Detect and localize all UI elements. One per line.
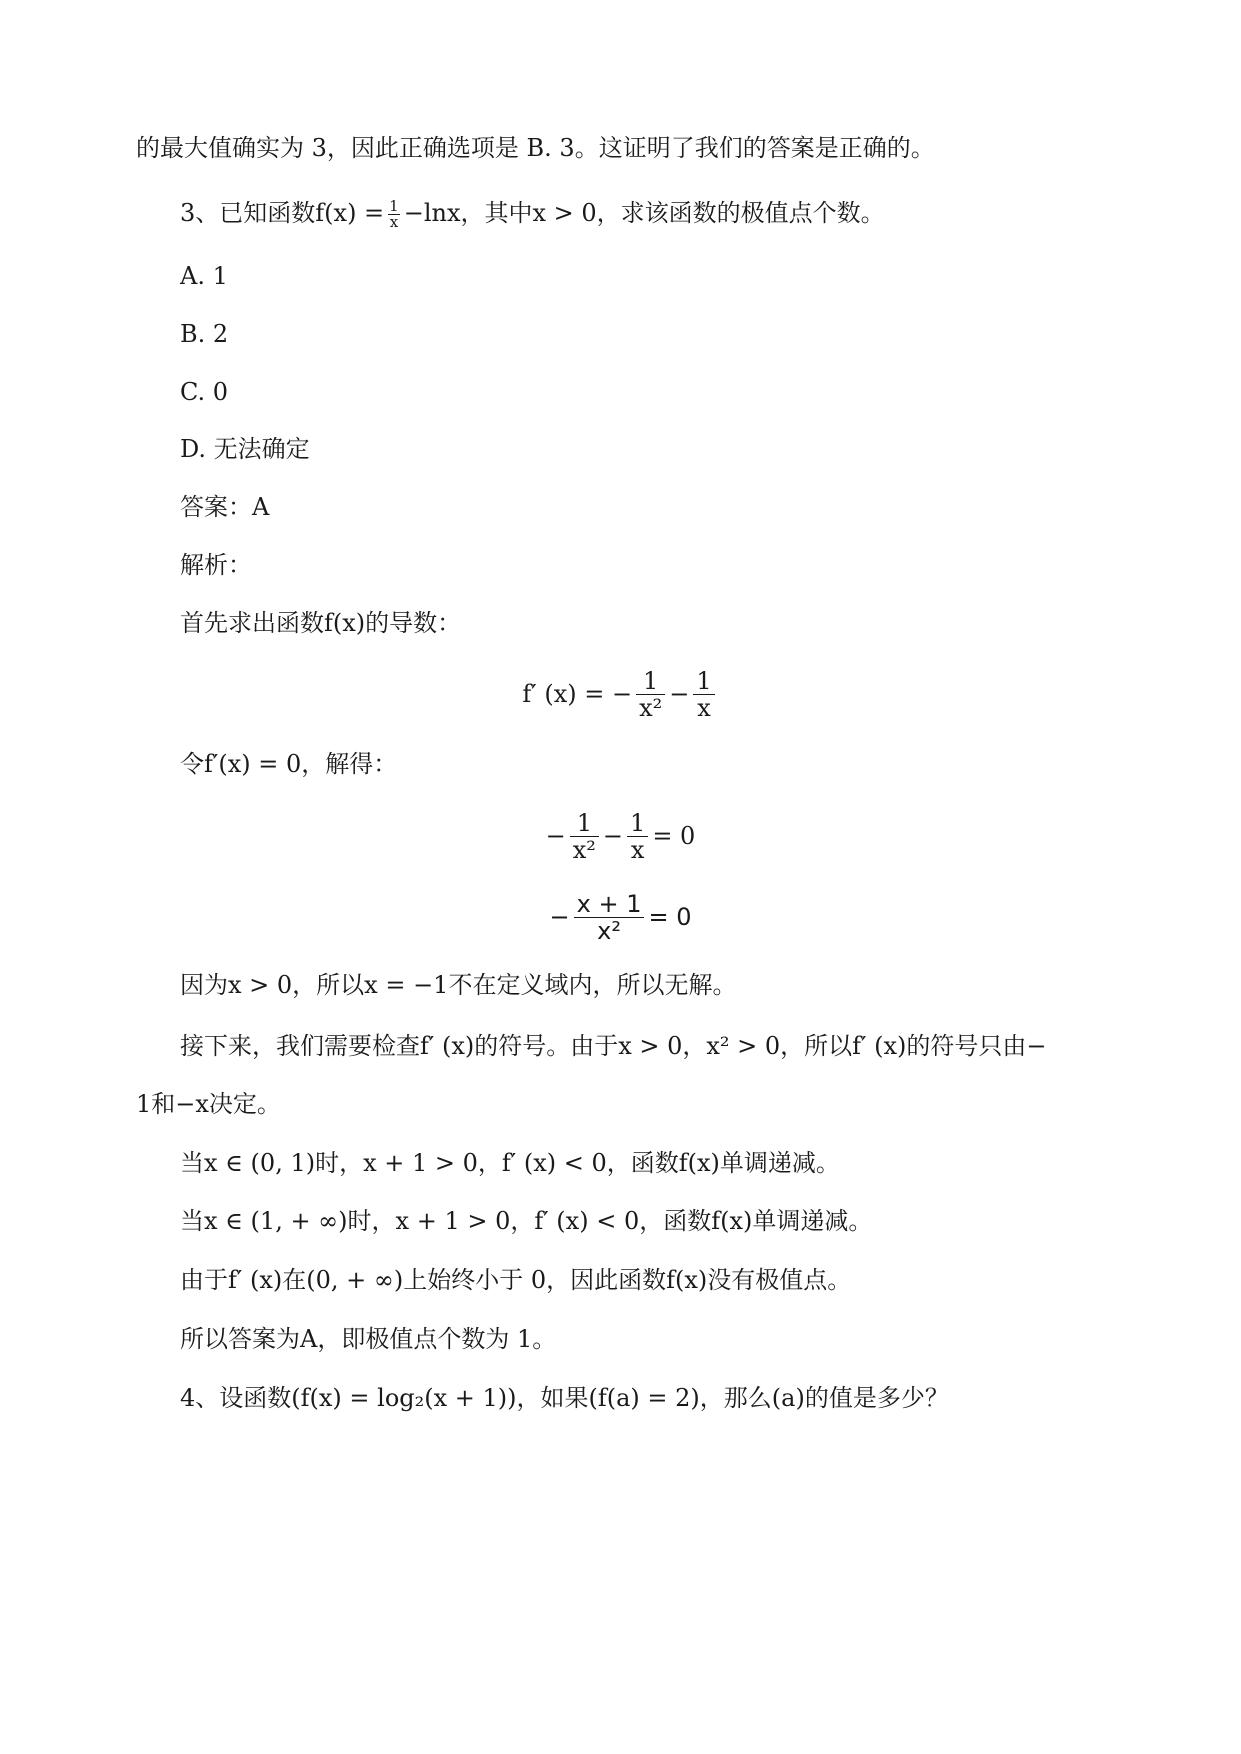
step-4-line-1: 接下来，我们需要检查f′ (x)的符号。由于x > 0，x² > 0，所以f′ (x)的符号只由− [180, 1032, 1047, 1060]
eq3-num: x + 1 [576, 889, 642, 918]
option-c: C. 0 [180, 378, 229, 406]
analysis-label: 解析： [180, 551, 252, 579]
step-2: 令f′(x) = 0，解得： [180, 750, 398, 778]
equation-set-zero [0, 806, 1241, 866]
eq1-fraction-1 [636, 668, 665, 721]
step-8: 所以答案为A，即极值点个数为 1。 [180, 1325, 557, 1353]
equation-combined [0, 885, 1241, 949]
eq2-fraction-2 [627, 810, 648, 863]
option-d: D. 无法确定 [180, 435, 310, 463]
step-3: 因为x > 0，所以x = −1不在定义域内，所以无解。 [180, 971, 737, 999]
option-b: B. 2 [180, 320, 229, 348]
equation-derivative [0, 664, 1241, 724]
q3-numerator: 1 [389, 197, 399, 215]
eq2-minus: − [602, 822, 624, 850]
text-line-1: 的最大值确实为 3，因此正确选项是 B. 3。这证明了我们的答案是正确的。 [136, 134, 935, 162]
eq1-num-1: 1 [643, 666, 659, 695]
eq3-rhs: = 0 [648, 903, 692, 931]
eq2-rhs: = 0 [652, 822, 696, 850]
eq2-fraction-1 [570, 810, 599, 863]
eq1-den-2: x [697, 693, 711, 722]
eq3-fraction [574, 891, 645, 944]
question-3 [180, 197, 885, 230]
step-5: 当x ∈ (0, 1)时，x + 1 > 0，f′ (x) < 0，函数f(x)单调递减。 [180, 1149, 840, 1177]
step-1: 首先求出函数f(x)的导数： [180, 609, 462, 637]
step-4-line-2: 1和−x决定。 [136, 1090, 281, 1118]
eq1-fraction-2 [693, 668, 714, 721]
eq2-den-1: x² [572, 835, 596, 864]
eq1-den-1: x² [639, 693, 663, 722]
option-a: A. 1 [180, 262, 228, 290]
eq1-lhs: f′ (x) = − [522, 680, 633, 708]
question-4: 4、设函数(f(x) = log₂(x + 1))，如果(f(a) = 2)，那么(a)的值是多少？ [180, 1384, 949, 1412]
step-6: 当x ∈ (1, + ∞)时，x + 1 > 0，f′ (x) < 0，函数f(x)单调递减。 [180, 1207, 873, 1235]
eq1-num-2: 1 [696, 666, 712, 695]
question-3-function: f(x) = [315, 199, 385, 227]
question-3-fraction [388, 199, 400, 230]
eq2-lead: − [545, 822, 566, 850]
eq1-minus: − [669, 680, 690, 708]
question-3-tail: −lnx，其中x > 0，求该函数的极值点个数。 [403, 199, 885, 227]
q3-denominator: x [389, 213, 399, 231]
answer-line: 答案：A [180, 493, 270, 521]
eq3-den: x² [597, 916, 621, 945]
eq3-lead: − [549, 903, 570, 931]
step-7: 由于f′ (x)在(0, + ∞)上始终小于 0，因此函数f(x)没有极值点。 [180, 1266, 852, 1294]
question-3-prefix: 3、已知函数 [180, 199, 316, 227]
eq2-num-1: 1 [576, 808, 592, 837]
eq2-num-2: 1 [630, 808, 646, 837]
eq2-den-2: x [630, 835, 645, 864]
